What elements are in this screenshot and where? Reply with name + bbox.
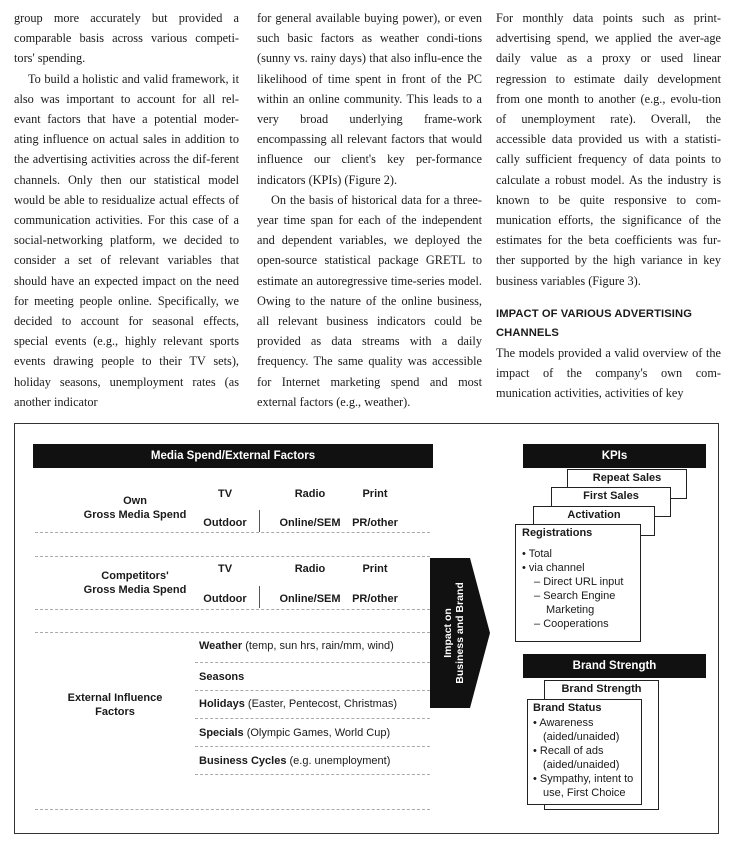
box-title: Repeat Sales xyxy=(592,472,662,484)
section-heading: IMPACT OF VARIOUS ADVERTISING CHANNELS xyxy=(496,307,692,339)
factor-business-cycles xyxy=(199,754,390,768)
factor-specials xyxy=(199,726,390,740)
text-column-1 xyxy=(14,8,239,412)
comp-tv: TV xyxy=(217,563,233,575)
bullet-cont xyxy=(533,786,641,800)
bullet-text: Marketing xyxy=(546,604,595,616)
sub-bullet: – Cooperations xyxy=(534,618,609,630)
paragraph: On the basis of historical data for a three-year time span for each of the independent and dependent variables, we deployed the open-source statistical package GRETL to estimate an autoregressive time-series model. Owing to the nature of the online business, all relevant business indicators could be provided as data streams with a daily frequency. The same quality was accessible for Internet marketing spend and most external factors (e.g., weather). xyxy=(257,192,482,409)
paragraph: For monthly data points such as print-advertising spend, we applied the aver-age daily value as a proxy or used linear regression to estimate daily development from one month to another (e.g., evolu-tion of unemployment rate). Overall, the accessible data provided us with a statisti-cally sufficient frequency of data points to calculate a robust model. As the industry is known to be quite responsive to com-munication efforts, the significance of the estimates for the beta coefficients was fur-ther supported by the high variance in key business variables (Figure 3). xyxy=(496,11,721,288)
sub-bullet: – Search Engine xyxy=(534,590,616,602)
bullet-text: (aided/unaided) xyxy=(543,731,620,743)
text-column-2 xyxy=(257,8,482,412)
bullet: • Recall of ads xyxy=(533,745,604,757)
box-title: Activation xyxy=(567,509,621,521)
sub-bullet: – Direct URL input xyxy=(534,576,624,588)
bullet-cont xyxy=(533,730,641,744)
bullet: • Sympathy, intent to xyxy=(533,773,634,785)
bullet-text: Total xyxy=(528,548,552,560)
comp-outdoor: Outdoor xyxy=(203,593,247,605)
framework-figure xyxy=(14,423,719,834)
box-title: First Sales xyxy=(583,490,639,502)
bullet-text: Sympathy, intent to xyxy=(539,773,634,785)
label-line: Factors xyxy=(95,706,135,718)
bullet: • Awareness xyxy=(533,717,594,729)
own-pr-other: PR/other xyxy=(352,517,398,529)
box-title: Brand Strength xyxy=(561,683,642,695)
factor-holidays xyxy=(199,697,397,711)
box-title: Registrations xyxy=(522,527,593,539)
box-title: Brand Status xyxy=(533,702,602,714)
bullet-text: Search Engine xyxy=(543,590,616,602)
arrow-label-line: Business and Brand xyxy=(454,582,466,684)
factor-name: Seasons xyxy=(199,671,245,683)
comp-pr-other: PR/other xyxy=(352,593,398,605)
paragraph: for general available buying power), or even such basic factors as weather condi-tions (sunny vs. rainy days) that also influ-ence the likelihood of time spent in front of the PC within an online community. This leads to a very broad underlying frame-work encompassing all relevant factors that would influence our client's key per-formance indicators (KPIs) (Figure 2). xyxy=(257,11,482,187)
bullet-text: via channel xyxy=(528,562,585,574)
own-outdoor: Outdoor xyxy=(203,517,247,529)
factor-name: Specials xyxy=(199,727,244,739)
bullet: • via channel xyxy=(522,562,585,574)
paragraph: To build a holistic and valid framework, it also was important to account for all rel-evant factors that have a potential moder-ating influence on actual sales in addition to the advertising activities across the dif-ferent channels. Only then our statistical model would be able to residualize actual effects of communication activities. For this case of a social-networking platform, we decided to consider a set of relevant variables that should have an expected impact on the need for meeting people online. Specifically, we decided to account for seasonal effects, special events (e.g., highly relevant sports events drawing people to their TV sets), holiday seasons, unemployment rates (as another indicator xyxy=(14,71,239,409)
factor-detail: (Olympic Games, World Cup) xyxy=(243,727,391,739)
kpis-header: KPIs xyxy=(523,444,706,468)
own-tv: TV xyxy=(217,488,233,500)
bullet-text: Awareness xyxy=(539,717,594,729)
own-print: Print xyxy=(362,488,388,500)
paragraph: group more accurately but provided a comparable basis across various competi-tors' spending. xyxy=(14,11,239,66)
factor-name: Weather xyxy=(199,640,243,652)
own-radio: Radio xyxy=(294,488,326,500)
factor-name: Business Cycles xyxy=(199,755,287,767)
comp-online-sem: Online/SEM xyxy=(279,593,341,605)
label-line: Own xyxy=(123,495,147,507)
label-line: Gross Media Spend xyxy=(83,584,187,596)
external-label xyxy=(45,691,185,719)
brand-strength-header: Brand Strength xyxy=(523,654,706,678)
paragraph: The models provided a valid overview of the impact of the company's own com-munication activities, activities of key xyxy=(496,345,721,401)
bullet-text: use, First Choice xyxy=(543,787,626,799)
factor-weather xyxy=(199,639,394,653)
bullet-text: Direct URL input xyxy=(543,576,624,588)
factor-name: Holidays xyxy=(199,698,245,710)
factor-detail: (Easter, Pentecost, Christmas) xyxy=(244,698,398,710)
arrow-label xyxy=(442,582,469,684)
label-line: Competitors' xyxy=(101,570,169,582)
factor-detail: (temp, sun hrs, rain/mm, wind) xyxy=(242,640,394,652)
factor-detail: (e.g. unemployment) xyxy=(286,755,391,767)
sub-bullet-cont xyxy=(522,603,640,617)
kpi-registrations xyxy=(515,524,641,642)
text-column-3 xyxy=(496,8,721,403)
media-spend-header: Media Spend/External Factors xyxy=(33,444,433,468)
bullet-cont xyxy=(533,758,641,772)
arrow-label-line: Impact on xyxy=(442,608,454,658)
bullet: • Total xyxy=(522,548,552,560)
bullet-text: (aided/unaided) xyxy=(543,759,620,771)
bullet-text: Recall of ads xyxy=(539,745,604,757)
bullet-text: Cooperations xyxy=(543,618,609,630)
label-line: External Influence xyxy=(67,692,163,704)
factor-seasons xyxy=(199,670,244,684)
comp-print: Print xyxy=(362,563,388,575)
brand-status xyxy=(527,699,642,805)
comp-radio: Radio xyxy=(294,563,326,575)
own-online-sem: Online/SEM xyxy=(279,517,341,529)
label-line: Gross Media Spend xyxy=(83,509,187,521)
